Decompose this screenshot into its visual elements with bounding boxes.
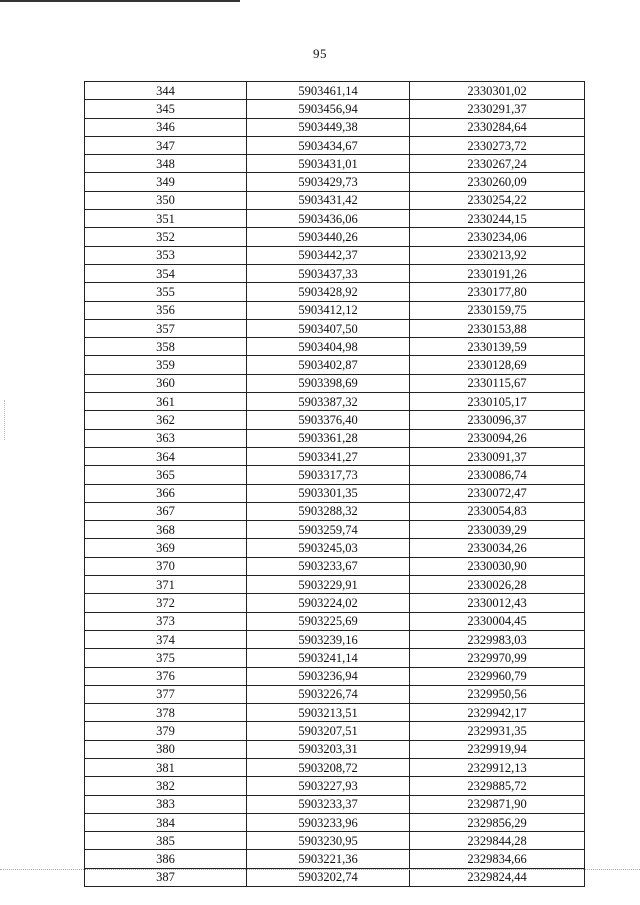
point-number-cell: 371 <box>85 576 247 594</box>
x-coordinate-cell: 5903402,87 <box>247 356 410 374</box>
y-coordinate-cell: 2329983,03 <box>410 630 585 648</box>
y-coordinate-cell: 2330115,67 <box>410 374 585 392</box>
table-row <box>85 155 585 173</box>
y-coordinate-cell: 2330105,17 <box>410 393 585 411</box>
x-coordinate-cell: 5903341,27 <box>247 447 410 465</box>
y-coordinate-cell: 2329919,94 <box>410 740 585 758</box>
y-coordinate-cell: 2330153,88 <box>410 319 585 337</box>
y-coordinate-cell: 2330004,45 <box>410 612 585 630</box>
x-coordinate-cell: 5903245,03 <box>247 539 410 557</box>
x-coordinate-cell: 5903434,67 <box>247 136 410 154</box>
x-coordinate-cell: 5903233,37 <box>247 795 410 813</box>
y-coordinate-cell: 2330159,75 <box>410 301 585 319</box>
x-coordinate-cell: 5903233,96 <box>247 813 410 831</box>
x-coordinate-cell: 5903241,14 <box>247 649 410 667</box>
scan-artifact-left <box>4 400 5 440</box>
x-coordinate-cell: 5903202,74 <box>247 868 410 886</box>
table-row <box>85 630 585 648</box>
point-number-cell: 348 <box>85 155 247 173</box>
y-coordinate-cell: 2330177,80 <box>410 283 585 301</box>
table-row <box>85 429 585 447</box>
point-number-cell: 352 <box>85 228 247 246</box>
coordinates-table-body <box>85 82 585 887</box>
point-number-cell: 377 <box>85 685 247 703</box>
y-coordinate-cell: 2330191,26 <box>410 264 585 282</box>
table-row <box>85 521 585 539</box>
point-number-cell: 364 <box>85 447 247 465</box>
y-coordinate-cell: 2330291,37 <box>410 100 585 118</box>
table-row <box>85 191 585 209</box>
point-number-cell: 385 <box>85 832 247 850</box>
y-coordinate-cell: 2329856,29 <box>410 813 585 831</box>
x-coordinate-cell: 5903429,73 <box>247 173 410 191</box>
point-number-cell: 349 <box>85 173 247 191</box>
point-number-cell: 345 <box>85 100 247 118</box>
point-number-cell: 346 <box>85 118 247 136</box>
y-coordinate-cell: 2329970,99 <box>410 649 585 667</box>
x-coordinate-cell: 5903376,40 <box>247 411 410 429</box>
page-number: 95 <box>313 46 327 61</box>
y-coordinate-cell: 2330267,24 <box>410 155 585 173</box>
point-number-cell: 351 <box>85 210 247 228</box>
y-coordinate-cell: 2329885,72 <box>410 777 585 795</box>
table-row <box>85 539 585 557</box>
x-coordinate-cell: 5903226,74 <box>247 685 410 703</box>
table-row <box>85 319 585 337</box>
x-coordinate-cell: 5903361,28 <box>247 429 410 447</box>
table-row <box>85 374 585 392</box>
point-number-cell: 383 <box>85 795 247 813</box>
table-row <box>85 173 585 191</box>
table-row <box>85 136 585 154</box>
x-coordinate-cell: 5903449,38 <box>247 118 410 136</box>
table-row <box>85 118 585 136</box>
x-coordinate-cell: 5903224,02 <box>247 594 410 612</box>
coordinates-table <box>84 81 585 887</box>
table-row <box>85 393 585 411</box>
table-row <box>85 338 585 356</box>
table-row <box>85 557 585 575</box>
scan-artifact-bottom <box>0 869 640 870</box>
y-coordinate-cell: 2330096,37 <box>410 411 585 429</box>
table-row <box>85 868 585 886</box>
x-coordinate-cell: 5903259,74 <box>247 521 410 539</box>
point-number-cell: 362 <box>85 411 247 429</box>
y-coordinate-cell: 2330072,47 <box>410 484 585 502</box>
point-number-cell: 376 <box>85 667 247 685</box>
point-number-cell: 353 <box>85 246 247 264</box>
table-row <box>85 264 585 282</box>
table-row <box>85 356 585 374</box>
x-coordinate-cell: 5903442,37 <box>247 246 410 264</box>
y-coordinate-cell: 2330091,37 <box>410 447 585 465</box>
x-coordinate-cell: 5903301,35 <box>247 484 410 502</box>
point-number-cell: 368 <box>85 521 247 539</box>
table-row <box>85 301 585 319</box>
point-number-cell: 380 <box>85 740 247 758</box>
table-row <box>85 576 585 594</box>
x-coordinate-cell: 5903221,36 <box>247 850 410 868</box>
point-number-cell: 350 <box>85 191 247 209</box>
point-number-cell: 372 <box>85 594 247 612</box>
x-coordinate-cell: 5903398,69 <box>247 374 410 392</box>
x-coordinate-cell: 5903317,73 <box>247 466 410 484</box>
y-coordinate-cell: 2330260,09 <box>410 173 585 191</box>
point-number-cell: 356 <box>85 301 247 319</box>
table-row <box>85 740 585 758</box>
point-number-cell: 363 <box>85 429 247 447</box>
point-number-cell: 354 <box>85 264 247 282</box>
table-row <box>85 466 585 484</box>
table-row <box>85 411 585 429</box>
table-row <box>85 594 585 612</box>
y-coordinate-cell: 2329824,44 <box>410 868 585 886</box>
table-row <box>85 850 585 868</box>
point-number-cell: 386 <box>85 850 247 868</box>
x-coordinate-cell: 5903407,50 <box>247 319 410 337</box>
point-number-cell: 360 <box>85 374 247 392</box>
x-coordinate-cell: 5903227,93 <box>247 777 410 795</box>
y-coordinate-cell: 2329942,17 <box>410 704 585 722</box>
x-coordinate-cell: 5903461,14 <box>247 82 410 100</box>
point-number-cell: 374 <box>85 630 247 648</box>
y-coordinate-cell: 2330139,59 <box>410 338 585 356</box>
table-row <box>85 246 585 264</box>
x-coordinate-cell: 5903412,12 <box>247 301 410 319</box>
x-coordinate-cell: 5903428,92 <box>247 283 410 301</box>
point-number-cell: 344 <box>85 82 247 100</box>
point-number-cell: 381 <box>85 758 247 776</box>
x-coordinate-cell: 5903431,42 <box>247 191 410 209</box>
y-coordinate-cell: 2330128,69 <box>410 356 585 374</box>
y-coordinate-cell: 2330213,92 <box>410 246 585 264</box>
y-coordinate-cell: 2330284,64 <box>410 118 585 136</box>
top-rule <box>0 0 240 2</box>
x-coordinate-cell: 5903440,26 <box>247 228 410 246</box>
point-number-cell: 358 <box>85 338 247 356</box>
y-coordinate-cell: 2329871,90 <box>410 795 585 813</box>
y-coordinate-cell: 2330094,26 <box>410 429 585 447</box>
table-row <box>85 722 585 740</box>
y-coordinate-cell: 2329950,56 <box>410 685 585 703</box>
table-row <box>85 777 585 795</box>
x-coordinate-cell: 5903203,31 <box>247 740 410 758</box>
point-number-cell: 355 <box>85 283 247 301</box>
table-row <box>85 649 585 667</box>
y-coordinate-cell: 2330054,83 <box>410 502 585 520</box>
point-number-cell: 379 <box>85 722 247 740</box>
point-number-cell: 347 <box>85 136 247 154</box>
point-number-cell: 370 <box>85 557 247 575</box>
table-row <box>85 82 585 100</box>
point-number-cell: 365 <box>85 466 247 484</box>
x-coordinate-cell: 5903404,98 <box>247 338 410 356</box>
point-number-cell: 366 <box>85 484 247 502</box>
table-row <box>85 612 585 630</box>
point-number-cell: 357 <box>85 319 247 337</box>
point-number-cell: 384 <box>85 813 247 831</box>
x-coordinate-cell: 5903229,91 <box>247 576 410 594</box>
y-coordinate-cell: 2330244,15 <box>410 210 585 228</box>
table-row <box>85 228 585 246</box>
table-row <box>85 502 585 520</box>
y-coordinate-cell: 2330039,29 <box>410 521 585 539</box>
y-coordinate-cell: 2330273,72 <box>410 136 585 154</box>
point-number-cell: 378 <box>85 704 247 722</box>
x-coordinate-cell: 5903288,32 <box>247 502 410 520</box>
x-coordinate-cell: 5903208,72 <box>247 758 410 776</box>
table-row <box>85 685 585 703</box>
table-row <box>85 832 585 850</box>
point-number-cell: 375 <box>85 649 247 667</box>
x-coordinate-cell: 5903233,67 <box>247 557 410 575</box>
table-row <box>85 283 585 301</box>
y-coordinate-cell: 2330234,06 <box>410 228 585 246</box>
y-coordinate-cell: 2329912,13 <box>410 758 585 776</box>
table-row <box>85 210 585 228</box>
y-coordinate-cell: 2330086,74 <box>410 466 585 484</box>
x-coordinate-cell: 5903230,95 <box>247 832 410 850</box>
y-coordinate-cell: 2330030,90 <box>410 557 585 575</box>
table-row <box>85 795 585 813</box>
table-row <box>85 758 585 776</box>
x-coordinate-cell: 5903239,16 <box>247 630 410 648</box>
y-coordinate-cell: 2329931,35 <box>410 722 585 740</box>
x-coordinate-cell: 5903213,51 <box>247 704 410 722</box>
y-coordinate-cell: 2330034,26 <box>410 539 585 557</box>
point-number-cell: 387 <box>85 868 247 886</box>
point-number-cell: 373 <box>85 612 247 630</box>
y-coordinate-cell: 2330254,22 <box>410 191 585 209</box>
x-coordinate-cell: 5903431,01 <box>247 155 410 173</box>
x-coordinate-cell: 5903236,94 <box>247 667 410 685</box>
x-coordinate-cell: 5903387,32 <box>247 393 410 411</box>
x-coordinate-cell: 5903436,06 <box>247 210 410 228</box>
y-coordinate-cell: 2330301,02 <box>410 82 585 100</box>
table-row <box>85 484 585 502</box>
x-coordinate-cell: 5903207,51 <box>247 722 410 740</box>
table-row <box>85 667 585 685</box>
y-coordinate-cell: 2329834,66 <box>410 850 585 868</box>
y-coordinate-cell: 2330026,28 <box>410 576 585 594</box>
table-row <box>85 813 585 831</box>
y-coordinate-cell: 2330012,43 <box>410 594 585 612</box>
table-row <box>85 100 585 118</box>
x-coordinate-cell: 5903225,69 <box>247 612 410 630</box>
y-coordinate-cell: 2329960,79 <box>410 667 585 685</box>
point-number-cell: 382 <box>85 777 247 795</box>
point-number-cell: 359 <box>85 356 247 374</box>
table-row <box>85 447 585 465</box>
y-coordinate-cell: 2329844,28 <box>410 832 585 850</box>
table-row <box>85 704 585 722</box>
x-coordinate-cell: 5903437,33 <box>247 264 410 282</box>
point-number-cell: 369 <box>85 539 247 557</box>
point-number-cell: 367 <box>85 502 247 520</box>
point-number-cell: 361 <box>85 393 247 411</box>
x-coordinate-cell: 5903456,94 <box>247 100 410 118</box>
